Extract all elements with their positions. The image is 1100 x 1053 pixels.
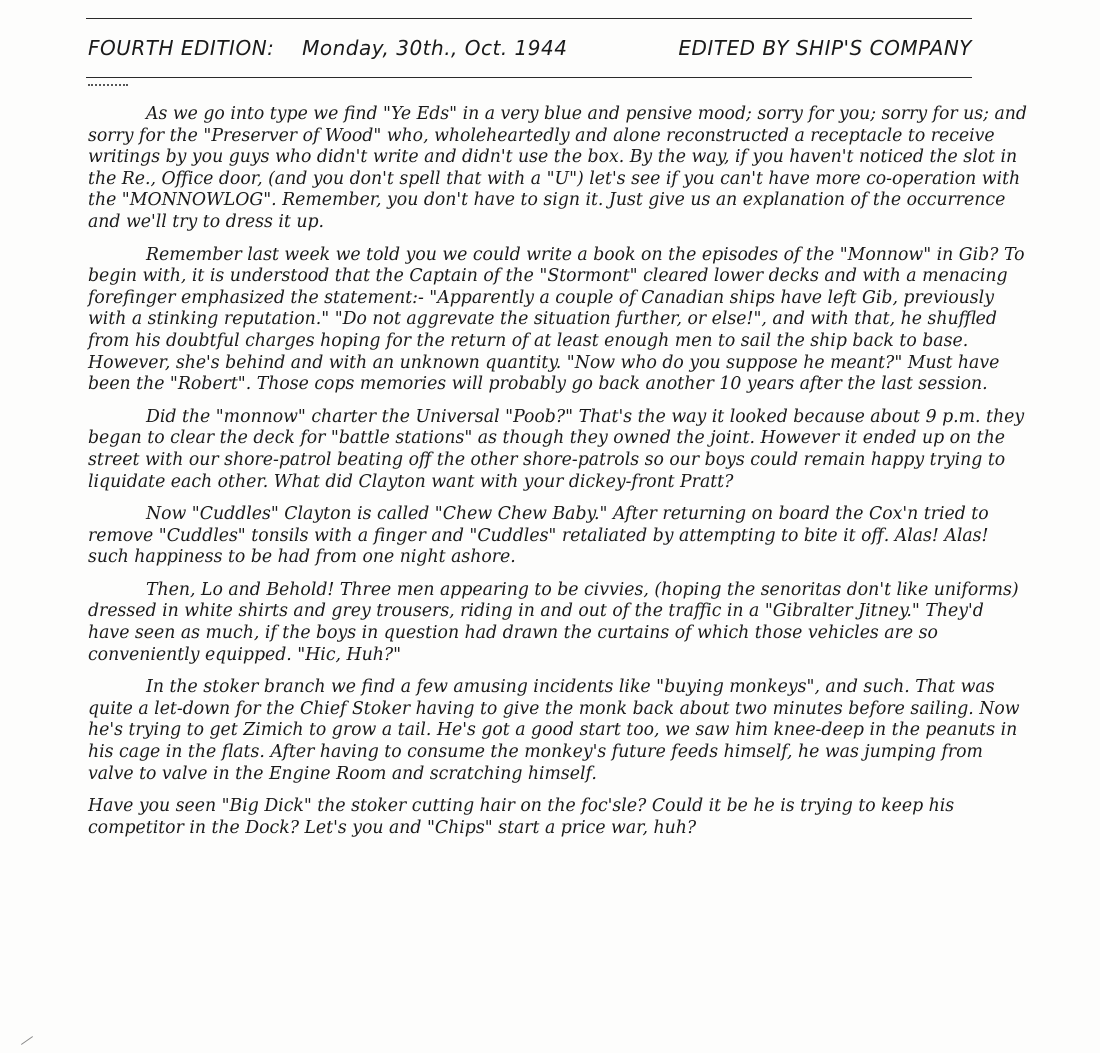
issue-date: Monday, 30th., Oct. 1944 [302, 36, 568, 60]
paragraph-intro: As we go into type we find "Ye Eds" in a very blue and pensive mood; sorry for you; sorry for us; and sorry for the "Preserver of Wood" who, wholeheartedly and alone reconstructed a receptacle to receive writings by you guys who didn't write and didn't use the box. By the way, if you haven't noticed the slot in the Re., Office door, (and you don't spell that with a "U") let's see if you can't have more co-operation with the "MONNOWLOG". Remember, you don't have to sign it. Just give us an explanation of the occurrence and we'll try to dress it up. [88, 104, 1027, 232]
masthead-rule [86, 77, 972, 78]
edition-line [88, 36, 567, 60]
masthead [88, 36, 972, 70]
paragraph-gib-episodes: Remember last week we told you we could write a book on the episodes of the "Monnow" in Gib? To begin with, it is understood that the Captain of the "Stormont" cleared lower decks and with a menacing forefinger emphasized the statement:- "Apparently a couple of Canadian ships have left Gib, previously with a stinking reputation." "Do not aggrevate the situation further, or else!", and with that, he shuffled from his doubtful charges hoping for the return of at least enough men to sail the ship back to base. However, she's behind and with an unknown quantity. "Now who do you suppose he meant?" Must have been the "Robert". Those cops memories will probably go back another 10 years after the last session. [88, 244, 1025, 395]
edition-label: FOURTH EDITION: [88, 36, 275, 60]
paragraph-cuddles: Now "Cuddles" Clayton is called "Chew Chew Baby." After returning on board the Cox'n tried to remove "Cuddles" tonsils with a finger and "Cuddles" retaliated by attempting to bite it off. Alas! Alas! such happiness to be had from one night ashore. [88, 504, 989, 568]
page-corner-mark [21, 1036, 33, 1045]
article-body [88, 104, 1028, 850]
editor-credit: EDITED BY SHIP'S COMPANY [678, 36, 972, 60]
paragraph-big-dick: Have you seen "Big Dick" the stoker cutting hair on the foc'sle? Could it be he is trying to keep his competitor in the Dock? Let's you and "Chips" start a price war, huh? [88, 796, 955, 838]
top-rule [86, 18, 972, 19]
dotted-mark [88, 84, 128, 90]
paragraph-civvies: Then, Lo and Behold! Three men appearing to be civvies, (hoping the senoritas don't like uniforms) dressed in white shirts and grey trousers, riding in and out of the traffic in a "Gibralter Jitney." They'd have seen as much, if the boys in question had drawn the curtains of which those vehicles are so conveniently equipped. "Hic, Huh?" [88, 579, 1019, 665]
paragraph-universal-poob: Did the "monnow" charter the Universal "Poob?" That's the way it looked because about 9 p.m. they began to clear the deck for "battle stations" as though they owned the joint. However it ended up on the street with our shore-patrol beating off the other shore-patrols so our boys could remain happy trying to liquidate each other. What did Clayton want with your dickey-front Pratt? [88, 406, 1025, 492]
paragraph-stoker-branch: In the stoker branch we find a few amusing incidents like "buying monkeys", and such. That was quite a let-down for the Chief Stoker having to give the monk back about two minutes before sailing. Now he's trying to get Zimich to grow a tail. He's got a good start too, we saw him knee-deep in the peanuts in his cage in the flats. After having to consume the monkey's future feeds himself, he was jumping from valve to valve in the Engine Room and scratching himself. [88, 677, 1020, 784]
